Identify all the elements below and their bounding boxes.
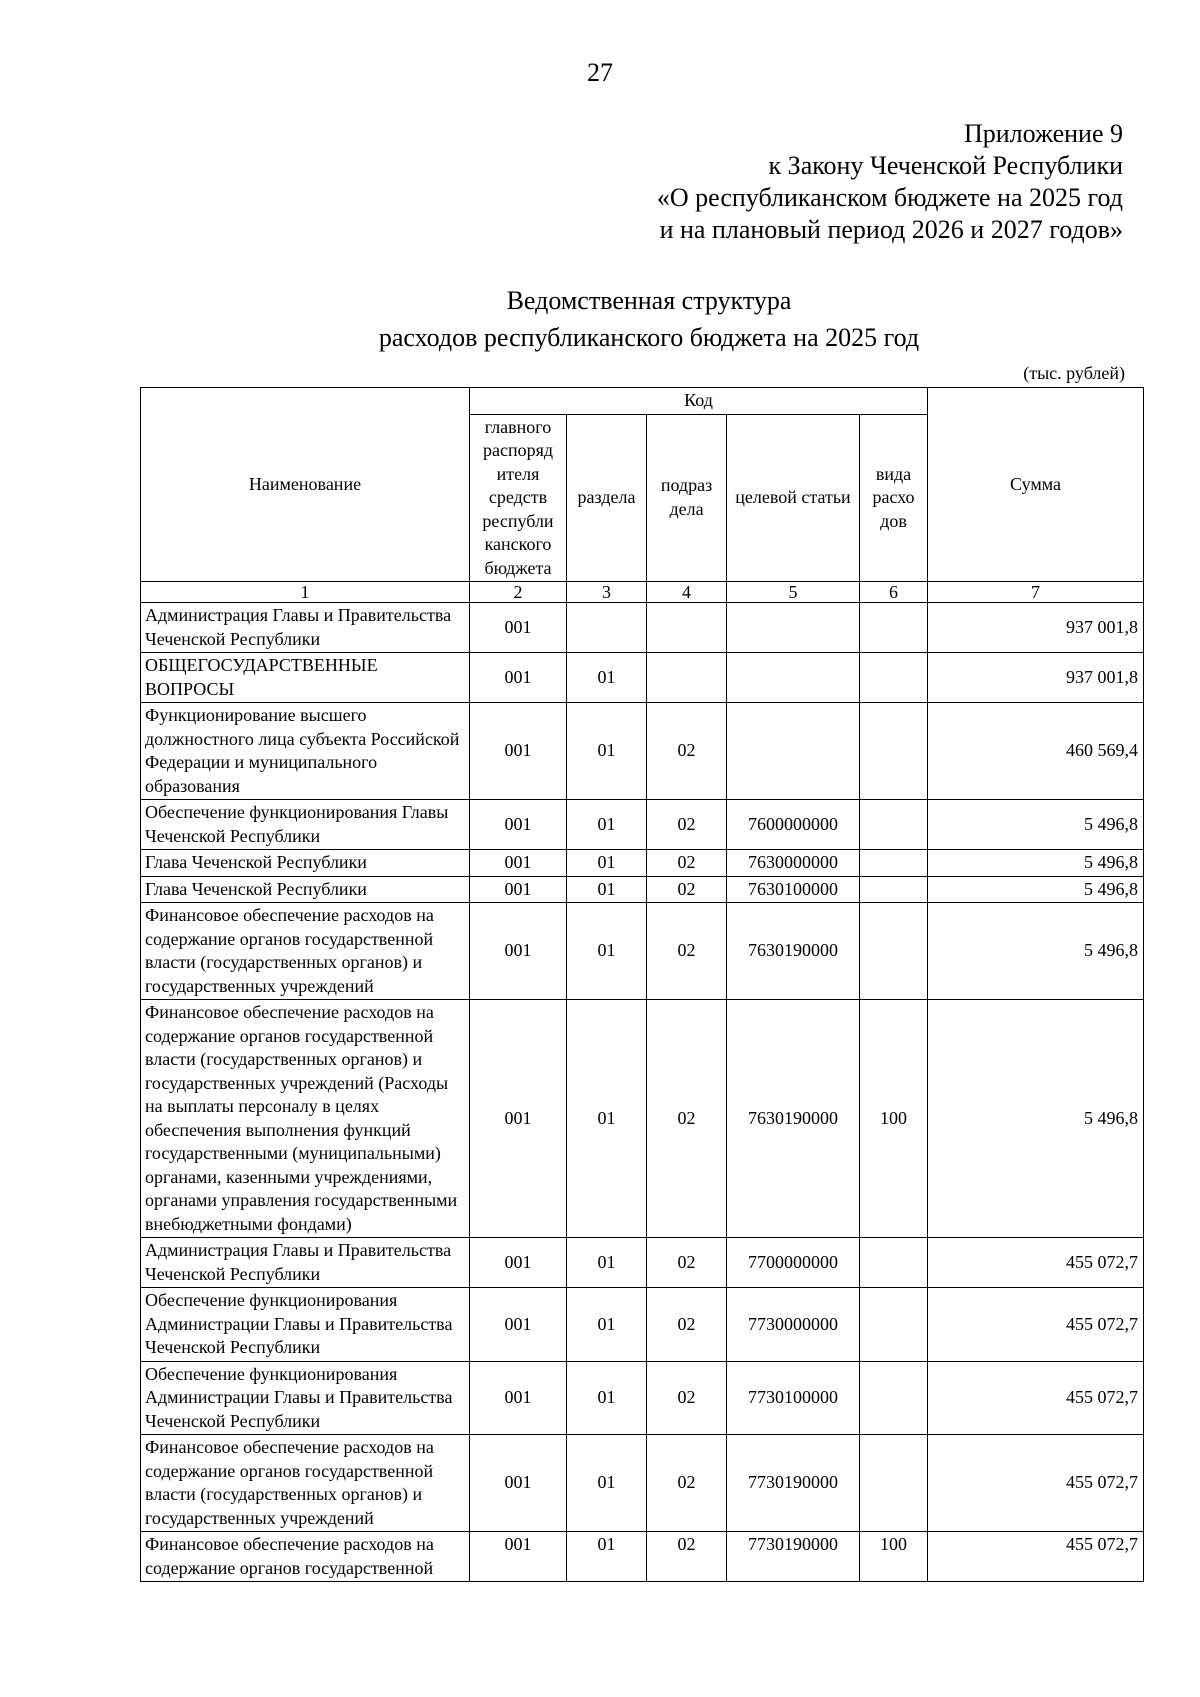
cell-subsection: 02 <box>647 903 727 1000</box>
cell-main-manager: 001 <box>470 653 567 703</box>
cell-target-item: 7630190000 <box>727 1000 860 1238</box>
cell-subsection: 02 <box>647 800 727 850</box>
header-main-manager: главного распоряд ителя средств республи канского бюджета <box>470 414 567 582</box>
table-row <box>141 850 1144 877</box>
cell-subsection: 02 <box>647 1361 727 1435</box>
appendix-line-2: к Закону Чеченской Республики <box>768 151 1123 180</box>
cell-target-item: 7630000000 <box>727 850 860 877</box>
cell-main-manager: 001 <box>470 1238 567 1288</box>
cell-expense-type <box>860 1288 928 1362</box>
cell-subsection: 02 <box>647 876 727 903</box>
table-row <box>141 1000 1144 1238</box>
document-title <box>0 282 1200 356</box>
cell-expense-type <box>860 1361 928 1435</box>
table-row <box>141 1288 1144 1362</box>
cell-section: 01 <box>567 876 647 903</box>
cell-section: 01 <box>567 903 647 1000</box>
cell-main-manager: 001 <box>470 603 567 653</box>
cell-sum: 460 569,4 <box>928 703 1144 800</box>
table-row <box>141 603 1144 653</box>
cell-name: Финансовое обеспечение расходов на содержание органов государственной власти (государственных органов) и государственных учреждений (Расходы на выплаты персоналу в целях обеспечения выполнения функций государственными (муниципальными) органами, казенными учреждениями, органами управления государственными внебюджетными фондами) <box>141 1000 470 1238</box>
cell-target-item: 7600000000 <box>727 800 860 850</box>
header-subsection: подраз дела <box>647 414 727 582</box>
cell-target-item: 7730190000 <box>727 1435 860 1532</box>
cell-main-manager: 001 <box>470 1288 567 1362</box>
cell-sum: 5 496,8 <box>928 1000 1144 1238</box>
cell-sum: 455 072,7 <box>928 1361 1144 1435</box>
cell-section: 01 <box>567 703 647 800</box>
cell-expense-type <box>860 1435 928 1532</box>
cell-subsection <box>647 603 727 653</box>
cell-name: Администрация Главы и Правительства Чеченской Республики <box>141 1238 470 1288</box>
title-line-2: расходов республиканского бюджета на 2025 год <box>378 323 920 352</box>
cell-target-item: 7730000000 <box>727 1288 860 1362</box>
cell-target-item: 7700000000 <box>727 1238 860 1288</box>
table-row <box>141 1532 1144 1582</box>
cell-target-item: 7730100000 <box>727 1361 860 1435</box>
cell-main-manager: 001 <box>470 800 567 850</box>
column-number: 7 <box>928 582 1144 603</box>
table-row <box>141 1435 1144 1532</box>
cell-expense-type: 100 <box>860 1000 928 1238</box>
cell-expense-type <box>860 876 928 903</box>
appendix-line-3: «О республиканском бюджете на 2025 год <box>656 183 1123 212</box>
cell-sum: 5 496,8 <box>928 850 1144 877</box>
cell-name: Обеспечение функционирования Администрации Главы и Правительства Чеченской Республики <box>141 1361 470 1435</box>
cell-main-manager: 001 <box>470 1000 567 1238</box>
table-header <box>141 388 1144 603</box>
column-number: 1 <box>141 582 470 603</box>
cell-target-item: 7630190000 <box>727 903 860 1000</box>
cell-sum: 455 072,7 <box>928 1435 1144 1532</box>
header-sum: Сумма <box>928 388 1144 582</box>
cell-target-item <box>727 703 860 800</box>
cell-sum: 937 001,8 <box>928 653 1144 703</box>
cell-subsection: 02 <box>647 1000 727 1238</box>
cell-name: Функционирование высшего должностного лица субъекта Российской Федерации и муниципального образования <box>141 703 470 800</box>
cell-section: 01 <box>567 1532 647 1582</box>
cell-section: 01 <box>567 800 647 850</box>
cell-name: Финансовое обеспечение расходов на содержание органов государственной власти (государственных органов) и государственных учреждений <box>141 1435 470 1532</box>
table-row <box>141 903 1144 1000</box>
cell-name: Глава Чеченской Республики <box>141 876 470 903</box>
cell-sum: 5 496,8 <box>928 903 1144 1000</box>
cell-sum: 455 072,7 <box>928 1288 1144 1362</box>
cell-name: Обеспечение функционирования Администрации Главы и Правительства Чеченской Республики <box>141 1288 470 1362</box>
cell-main-manager: 001 <box>470 1532 567 1582</box>
cell-expense-type: 100 <box>860 1532 928 1582</box>
cell-section: 01 <box>567 653 647 703</box>
cell-sum: 937 001,8 <box>928 603 1144 653</box>
cell-section: 01 <box>567 1361 647 1435</box>
cell-main-manager: 001 <box>470 903 567 1000</box>
cell-sum: 5 496,8 <box>928 876 1144 903</box>
cell-sum: 455 072,7 <box>928 1238 1144 1288</box>
cell-main-manager: 001 <box>470 876 567 903</box>
cell-name: Глава Чеченской Республики <box>141 850 470 877</box>
cell-main-manager: 001 <box>470 1435 567 1532</box>
table-row <box>141 1238 1144 1288</box>
cell-target-item: 7630100000 <box>727 876 860 903</box>
appendix-heading <box>657 118 1123 246</box>
cell-sum: 455 072,7 <box>928 1532 1144 1582</box>
column-number: 2 <box>470 582 567 603</box>
cell-subsection: 02 <box>647 1435 727 1532</box>
cell-expense-type <box>860 603 928 653</box>
header-name: Наименование <box>141 388 470 582</box>
cell-subsection: 02 <box>647 850 727 877</box>
header-section: раздела <box>567 414 647 582</box>
cell-expense-type <box>860 850 928 877</box>
cell-main-manager: 001 <box>470 850 567 877</box>
table-row <box>141 876 1144 903</box>
cell-target-item <box>727 653 860 703</box>
page-number: 27 <box>587 58 613 87</box>
cell-name: Финансовое обеспечение расходов на содержание органов государственной власти (государственных органов) и государственных учреждений <box>141 903 470 1000</box>
table-row <box>141 1361 1144 1435</box>
cell-expense-type <box>860 1238 928 1288</box>
cell-name: Администрация Главы и Правительства Чеченской Республики <box>141 603 470 653</box>
budget-table <box>140 387 1144 1582</box>
cell-subsection: 02 <box>647 1238 727 1288</box>
table-row <box>141 800 1144 850</box>
column-number: 3 <box>567 582 647 603</box>
cell-section: 01 <box>567 1000 647 1238</box>
table-row <box>141 653 1144 703</box>
cell-subsection: 02 <box>647 703 727 800</box>
header-code: Код <box>470 388 928 415</box>
cell-name: Финансовое обеспечение расходов на содержание органов государственной <box>141 1532 470 1582</box>
cell-target-item: 7730190000 <box>727 1532 860 1582</box>
appendix-line-1: Приложение 9 <box>963 119 1123 148</box>
title-line-1: Ведомственная структура <box>506 286 792 315</box>
table-row <box>141 703 1144 800</box>
cell-expense-type <box>860 800 928 850</box>
column-numbers-row <box>141 582 1144 603</box>
cell-expense-type <box>860 903 928 1000</box>
cell-section: 01 <box>567 1288 647 1362</box>
units-note: (тыс. рублей) <box>1023 363 1125 383</box>
cell-main-manager: 001 <box>470 1361 567 1435</box>
column-number: 4 <box>647 582 727 603</box>
header-target-item: целевой статьи <box>727 414 860 582</box>
cell-name: ОБЩЕГОСУДАРСТВЕННЫЕ ВОПРОСЫ <box>141 653 470 703</box>
cell-subsection: 02 <box>647 1288 727 1362</box>
cell-expense-type <box>860 653 928 703</box>
appendix-line-4: и на плановый период 2026 и 2027 годов» <box>659 215 1123 244</box>
cell-section <box>567 603 647 653</box>
cell-target-item <box>727 603 860 653</box>
cell-section: 01 <box>567 850 647 877</box>
cell-expense-type <box>860 703 928 800</box>
cell-section: 01 <box>567 1238 647 1288</box>
column-number: 5 <box>727 582 860 603</box>
cell-subsection <box>647 653 727 703</box>
header-expense-type: вида расхо дов <box>860 414 928 582</box>
cell-name: Обеспечение функционирования Главы Чеченской Республики <box>141 800 470 850</box>
cell-sum: 5 496,8 <box>928 800 1144 850</box>
column-number: 6 <box>860 582 928 603</box>
cell-section: 01 <box>567 1435 647 1532</box>
table-body <box>141 603 1144 1582</box>
cell-subsection: 02 <box>647 1532 727 1582</box>
cell-main-manager: 001 <box>470 703 567 800</box>
